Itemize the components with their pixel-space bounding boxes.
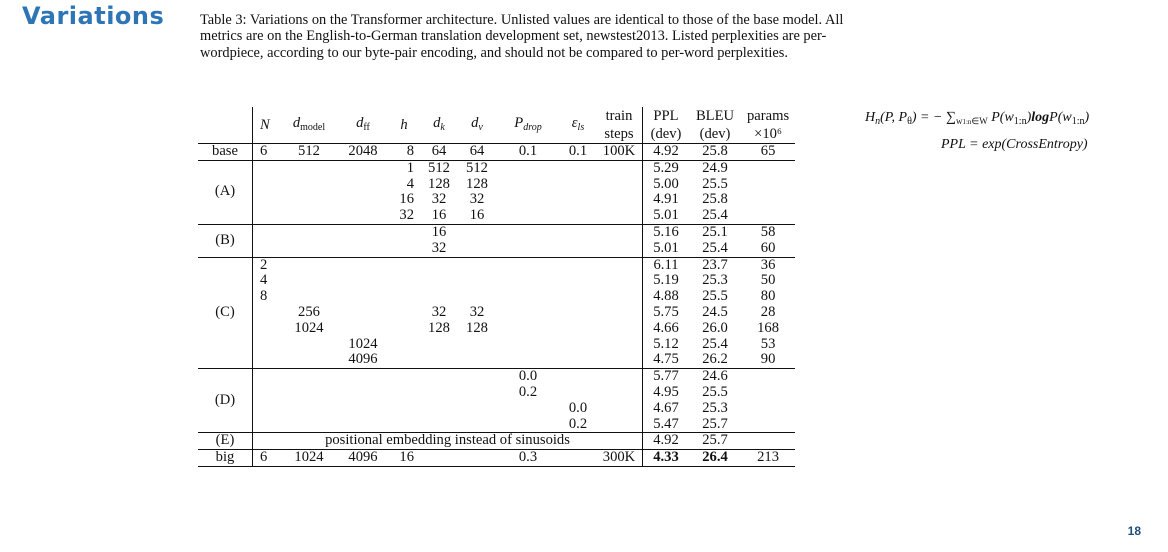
table-row: (B) 16 5.16 25.1 58 <box>198 224 795 240</box>
header-n: N <box>253 107 281 144</box>
header-d-v: $d_v$ <box>471 114 483 133</box>
table-row: 1024 5.12 25.4 53 <box>198 337 795 353</box>
group-label-d: (D) <box>198 369 253 433</box>
table-row: (A) 1 512 512 5.29 24.9 <box>198 160 795 176</box>
table-row: 0.2 5.47 25.7 <box>198 417 795 433</box>
header-d-ff: $d_{ff}$ <box>356 114 370 133</box>
group-label-b: (B) <box>198 224 253 257</box>
table-row: 16 32 32 4.91 25.8 <box>198 192 795 208</box>
header-steps: steps <box>596 125 643 144</box>
header-d-k: $d_k$ <box>433 114 445 133</box>
row-label: base <box>198 144 253 161</box>
table-row: (C) 2 6.11 23.7 36 <box>198 257 795 273</box>
header-params-unit: ×10⁶ <box>754 126 783 142</box>
group-label-a: (A) <box>214 183 236 200</box>
table-caption: Table 3: Variations on the Transformer architecture. Unlisted values are identical to those of the base model. All metrics are on the English-to-German translation development set, newstest2013. Listed perplexities are per-wordpiece, according to our byte-pair encoding, and should not be compared to per-word perplexities. <box>200 12 844 61</box>
table-row: 1024 128 128 4.66 26.0 168 <box>198 321 795 337</box>
table-row: 0.0 4.67 25.3 <box>198 401 795 417</box>
perplexity-formula <box>865 110 1168 152</box>
page-number: 18 <box>1127 524 1141 538</box>
header-eps-ls: $\varepsilon_{ls}$ <box>571 114 585 133</box>
header-h: h <box>400 117 408 133</box>
header-train: train <box>596 107 643 125</box>
table-row-big: big 6 1024 4096 16 0.3 300K 4.33 26.4 213 <box>198 450 795 467</box>
ppl-formula: PPL = exp(CrossEntropy) <box>941 137 1088 152</box>
table-row: (D) 0.0 5.77 24.6 <box>198 369 795 385</box>
header-ppl-dev: (dev) <box>650 126 682 142</box>
slide-title: Variations <box>22 2 165 30</box>
table-row: 4 128 128 5.00 25.5 <box>198 177 795 193</box>
header-ppl: PPL <box>653 108 679 124</box>
group-label-e: (E) <box>198 433 253 450</box>
group-label-c: (C) <box>198 257 253 369</box>
table-row: 256 32 32 5.75 24.5 28 <box>198 305 795 321</box>
table-row: 8 4.88 25.5 80 <box>198 289 795 305</box>
table-row: 0.2 4.95 25.5 <box>198 385 795 401</box>
table-row: 4 5.19 25.3 50 <box>198 273 795 289</box>
group-e-description: positional embedding instead of sinusoids <box>253 433 643 450</box>
table-header-row-1 <box>198 107 795 125</box>
header-p-drop: $P_{drop}$ <box>514 114 542 133</box>
variations-table <box>198 107 795 467</box>
table-row: (E) positional embedding instead of sinusoids 4.92 25.7 <box>198 433 795 450</box>
table-row: 32 5.01 25.4 60 <box>198 241 795 257</box>
row-label: big <box>198 450 253 467</box>
cross-entropy-formula: $H_n(P$, $P_\theta$) = − $\sum_{w1:n\in W}$ $P(w_{1:n})\log P(w_{1:n})$ <box>865 110 1090 127</box>
table-row-base: base 6 512 2048 8 64 64 0.1 0.1 100K 4.92 25.8 65 <box>198 144 795 161</box>
header-params: params <box>747 108 790 124</box>
header-d-model: $d_{model}$ <box>292 114 326 133</box>
header-bleu-dev: (dev) <box>699 126 731 142</box>
header-bleu: BLEU <box>695 108 735 124</box>
table-row: 4096 4.75 26.2 90 <box>198 352 795 368</box>
table-row: 32 16 16 5.01 25.4 <box>198 208 795 224</box>
